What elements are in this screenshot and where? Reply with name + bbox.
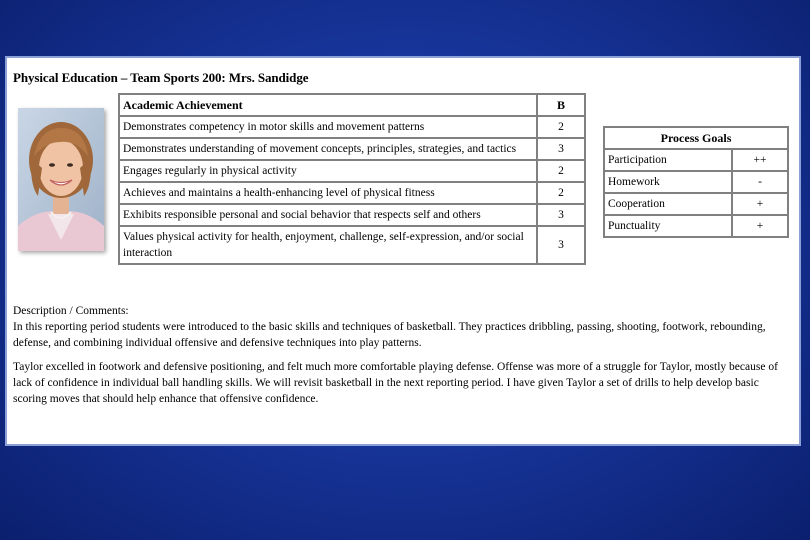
- achievement-grade: 3: [537, 226, 585, 264]
- achievement-label: Values physical activity for health, enjoyment, challenge, self-expression, and/or social interaction: [119, 226, 537, 264]
- report-title: Physical Education – Team Sports 200: Mrs. Sandidge: [13, 70, 309, 85]
- achievement-grade: 2: [537, 160, 585, 182]
- report-card-panel: [5, 56, 801, 446]
- process-goals-header: Process Goals: [604, 127, 788, 149]
- table-row: [119, 226, 585, 264]
- academic-achievement-table: [118, 93, 586, 265]
- achievement-grade: 3: [537, 204, 585, 226]
- goal-mark: +: [732, 193, 788, 215]
- teacher-photo: [18, 108, 104, 251]
- table-row: [604, 149, 788, 171]
- achievement-label: Demonstrates competency in motor skills and movement patterns: [119, 116, 537, 138]
- achievement-label: Achieves and maintains a health-enhancing level of physical fitness: [119, 182, 537, 204]
- achievement-grade: 3: [537, 138, 585, 160]
- goal-label: Homework: [604, 171, 732, 193]
- goal-label: Punctuality: [604, 215, 732, 237]
- goal-label: Cooperation: [604, 193, 732, 215]
- table-row: [119, 204, 585, 226]
- achievement-grade: 2: [537, 182, 585, 204]
- goal-mark: +: [732, 215, 788, 237]
- process-goals-header-row: [604, 127, 788, 149]
- academic-header-label: Academic Achievement: [119, 94, 537, 116]
- academic-header-row: [119, 94, 585, 116]
- goal-mark: -: [732, 171, 788, 193]
- achievement-grade: 2: [537, 116, 585, 138]
- comments-section: [13, 303, 795, 415]
- table-row: [119, 116, 585, 138]
- comments-heading: Description / Comments:: [13, 305, 129, 317]
- achievement-label: Demonstrates understanding of movement concepts, principles, strategies, and tactics: [119, 138, 537, 160]
- table-row: [604, 193, 788, 215]
- table-row: [119, 160, 585, 182]
- table-row: [119, 182, 585, 204]
- table-row: [604, 171, 788, 193]
- achievement-label: Engages regularly in physical activity: [119, 160, 537, 182]
- comments-paragraph: In this reporting period students were introduced to the basic skills and techniques of basketball. They practices dribbling, passing, shooting, footwork, rebounding, defense, and combining individual offensive and defensive techniques into play patterns.: [13, 321, 766, 349]
- table-row: [604, 215, 788, 237]
- goal-mark: ++: [732, 149, 788, 171]
- teacher-portrait-image: [18, 108, 104, 251]
- comments-paragraph: Taylor excelled in footwork and defensive positioning, and felt much more comfortable playing defense. Offense was more of a struggle for Taylor, mostly because of lack of confidence in individual ball handling skills. We will revisit basketball in the next reporting period. I have given Taylor a set of drills to help develop basic scoring moves that should help enhance that offensive confidence.: [13, 361, 778, 405]
- goal-label: Participation: [604, 149, 732, 171]
- academic-header-grade: B: [537, 94, 585, 116]
- achievement-label: Exhibits responsible personal and social behavior that respects self and others: [119, 204, 537, 226]
- table-row: [119, 138, 585, 160]
- process-goals-table: [603, 126, 789, 238]
